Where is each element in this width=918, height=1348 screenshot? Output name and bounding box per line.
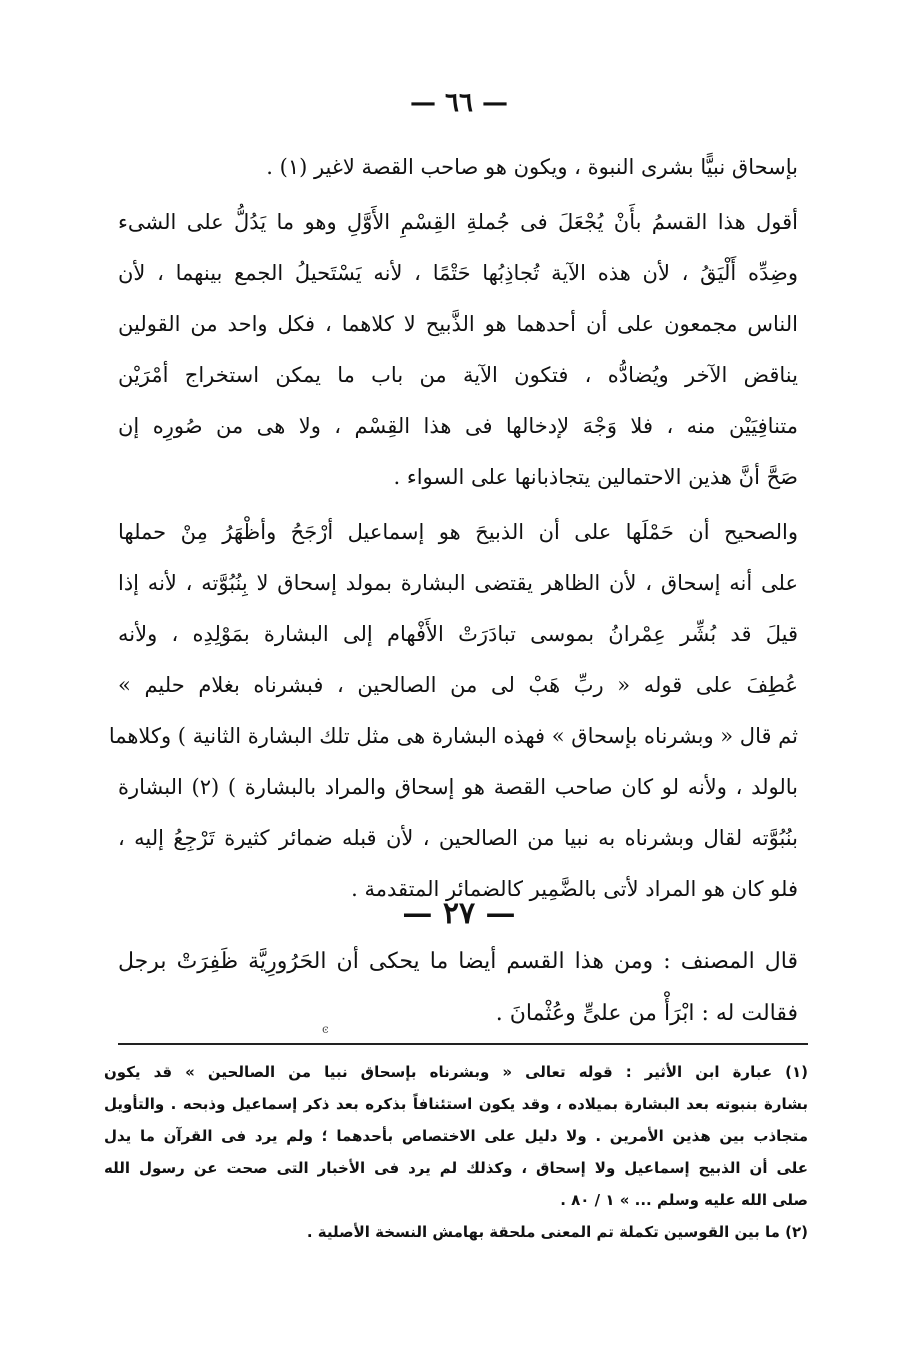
text-line: الناس مجمعون على أن أحدهما هو الذَّبيح لا كلاهما ، فكل واحد من القولين <box>118 312 798 336</box>
text-line: ثم قال « وبشرناه بإسحاق » فهذه البشارة هى مثل تلك البشارة الثانية ) وكلاهما <box>108 724 798 748</box>
footnote-divider <box>118 1043 808 1045</box>
footnotes <box>104 1056 808 1248</box>
text-line: بنُبُوَّته لقال وبشرناه به نبيا من الصالحين ، لأن قبله ضمائر كثيرة تَرْجِعُ إليه ، <box>118 826 798 850</box>
text-line: بالولد ، ولأنه لو كان صاحب القصة هو إسحاق والمراد بالبشارة ) (٢) البشارة <box>118 775 798 799</box>
section-number: — ٢٧ — <box>402 896 516 931</box>
paragraph <box>118 197 798 503</box>
text-line: فلو كان هو المراد لأتى بالضَّمِير كالضمائر المتقدمة . <box>351 877 798 901</box>
text-line: يناقض الآخر ويُضادُّه ، فتكون الآية من باب ما يمكن استخراج أمْرَيْن <box>118 363 798 387</box>
text-line: قيلَ قد بُشِّر عِمْرانُ بموسى تبادَرَتْ الأَفْهام إلى البشارة بمَوْلِدِه ، ولأنه <box>118 622 798 646</box>
main-text <box>108 142 798 915</box>
text-line: قال المصنف : ومن هذا القسم أيضا ما يحكى أن الحَرُورِيَّة ظَفِرَتْ برجل <box>118 949 798 974</box>
footnote-line: صلى الله عليه وسلم ... » ١ / ٨٠ . <box>560 1191 808 1209</box>
text-line: بإسحاق نبيًّا بشرى النبوة ، ويكون هو صاحب القصة لاغير (١) . <box>266 155 798 179</box>
footnote-line: متجاذب بين هذين الأمرين . ولا دليل على الاختصاص بأحدهما ؛ ولم يرد فى القرآن ما يدل <box>104 1127 808 1145</box>
page-number: — ٦٦ — <box>409 88 509 118</box>
paragraph <box>118 142 798 193</box>
text-line: والصحيح أن حَمْلَها على أن الذبيحَ هو إسماعيل أرْجَحُ وأظْهَرُ مِنْ حملها <box>118 520 798 544</box>
text-line: متنافِيَيْن منه ، فلا وَجْهَ لإدخالها فى هذا القِسْم ، ولا هى من صُورِه إن <box>118 414 798 438</box>
footnote-line: على أن الذبيح إسماعيل ولا إسحاق ، وكذلك لم يرد فى الأخبار التى صحت عن رسول الله <box>104 1159 808 1177</box>
paragraph <box>108 507 798 915</box>
footnote-line: (٢) ما بين القوسين تكملة تم المعنى ملحقة بهامش النسخة الأصلية . <box>306 1223 808 1241</box>
text-line: صَحَّ أنَّ هذين الاحتمالين يتجاذبانها على السواء . <box>393 465 798 489</box>
footnote-line: بشارة بنبوته بعد البشارة بميلاده ، وقد يكون استئنافاً بذكره بعد ذكر إسماعيل وذبحه . والتأويل <box>104 1095 808 1113</box>
text-line: وضِدِّه أَلْيَقُ ، لأن هذه الآية تُجاذِبُها حَتْمًا ، لأنه يَسْتَحيلُ الجمع بينهما ، لأن <box>118 261 798 285</box>
section-text <box>118 936 798 1040</box>
text-line: على أنه إسحاق ، لأن الظاهر يقتضى البشارة بمولد إسحاق لا بِنُبُوَّته ، لأنه إذا <box>118 571 798 595</box>
text-line: فقالت له : ابْرَأْ من علىٍّ وعُثْمانَ . <box>495 1001 798 1026</box>
text-line: عُطِفَ على قوله « ربِّ هَبْ لى من الصالحين ، فبشرناه بغلام حليم » <box>118 673 798 697</box>
text-line: أقول هذا القسمُ بأَنْ يُجْعَلَ فى جُملةِ القِسْمِ الأَوَّلِ وهو ما يَدُلُّ على الشىء <box>118 210 798 234</box>
footnote-line: (١) عبارة ابن الأثير : قوله تعالى « وبشرناه بإسحاق نبيا من الصالحين » قد يكون <box>104 1063 808 1081</box>
ornament-mark: ͼ <box>322 1022 329 1036</box>
